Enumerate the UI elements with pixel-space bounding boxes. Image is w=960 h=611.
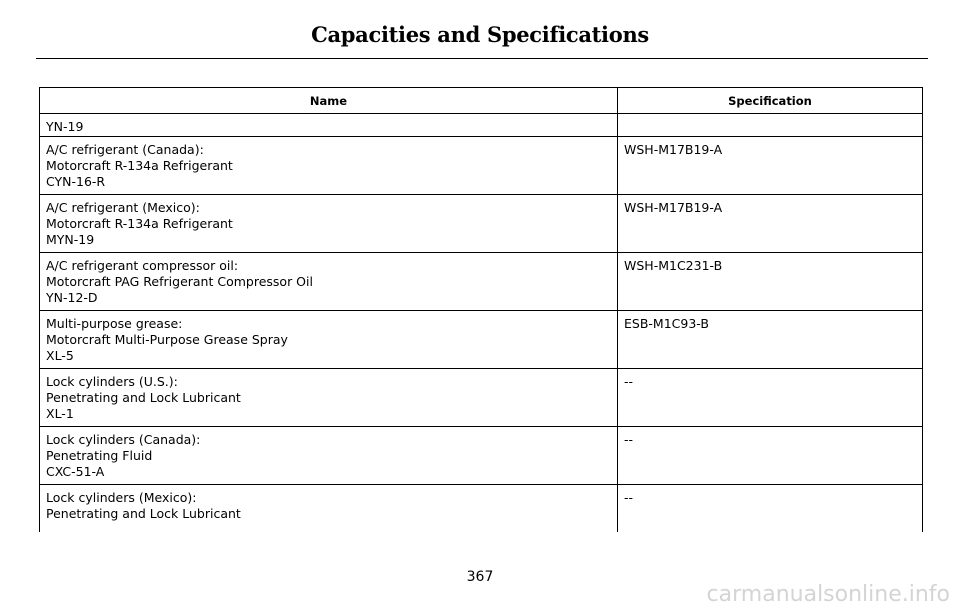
name-line: Penetrating and Lock Lubricant	[46, 390, 241, 405]
name-line: Motorcraft R-134a Refrigerant	[46, 216, 233, 231]
name-cell	[40, 195, 618, 253]
name-cell	[40, 137, 618, 195]
title-divider	[36, 58, 928, 59]
specification-cell: --	[618, 369, 923, 427]
name-cell	[40, 427, 618, 485]
table-header-row	[40, 88, 923, 114]
name-line: YN-19	[46, 119, 84, 134]
watermark: carmanualsonline.info	[706, 582, 950, 607]
table-row	[40, 137, 923, 195]
specification-cell: ESB-M1C93-B	[618, 311, 923, 369]
name-line: Motorcraft PAG Refrigerant Compressor Oil	[46, 274, 313, 289]
name-cell	[40, 253, 618, 311]
column-header-specification: Specification	[618, 88, 923, 114]
name-line: A/C refrigerant (Mexico):	[46, 200, 200, 215]
name-cell	[40, 114, 618, 137]
specification-cell: WSH-M17B19-A	[618, 195, 923, 253]
name-line: XL-5	[46, 348, 74, 363]
name-line: MYN-19	[46, 232, 95, 247]
name-cell	[40, 311, 618, 369]
specification-cell: WSH-M1C231-B	[618, 253, 923, 311]
name-line: CYN-16-R	[46, 174, 106, 189]
name-line: XL-1	[46, 406, 74, 421]
specifications-table	[39, 87, 923, 532]
name-line: Penetrating and Lock Lubricant	[46, 506, 241, 521]
name-line: Lock cylinders (U.S.):	[46, 374, 178, 389]
name-line: A/C refrigerant (Canada):	[46, 142, 204, 157]
page-number: 367	[466, 569, 494, 585]
table-row	[40, 485, 923, 532]
specification-cell: --	[618, 485, 923, 532]
table-row	[40, 369, 923, 427]
name-line: Motorcraft Multi-Purpose Grease Spray	[46, 332, 288, 347]
name-line: Multi-purpose grease:	[46, 316, 183, 331]
name-cell	[40, 369, 618, 427]
name-line: Lock cylinders (Mexico):	[46, 490, 197, 505]
name-line: Motorcraft R-134a Refrigerant	[46, 158, 233, 173]
table-row	[40, 114, 923, 137]
column-header-name: Name	[40, 88, 618, 114]
name-cell	[40, 485, 618, 532]
specification-cell: --	[618, 427, 923, 485]
specification-cell: WSH-M17B19-A	[618, 137, 923, 195]
name-line: CXC-51-A	[46, 464, 105, 479]
table-row	[40, 253, 923, 311]
name-line: YN-12-D	[46, 290, 98, 305]
table-row	[40, 195, 923, 253]
table-row	[40, 427, 923, 485]
specification-cell	[618, 114, 923, 137]
page-title: Capacities and Specifications	[311, 22, 649, 47]
name-line: A/C refrigerant compressor oil:	[46, 258, 239, 273]
name-line: Penetrating Fluid	[46, 448, 153, 463]
name-line: Lock cylinders (Canada):	[46, 432, 201, 447]
table-row	[40, 311, 923, 369]
